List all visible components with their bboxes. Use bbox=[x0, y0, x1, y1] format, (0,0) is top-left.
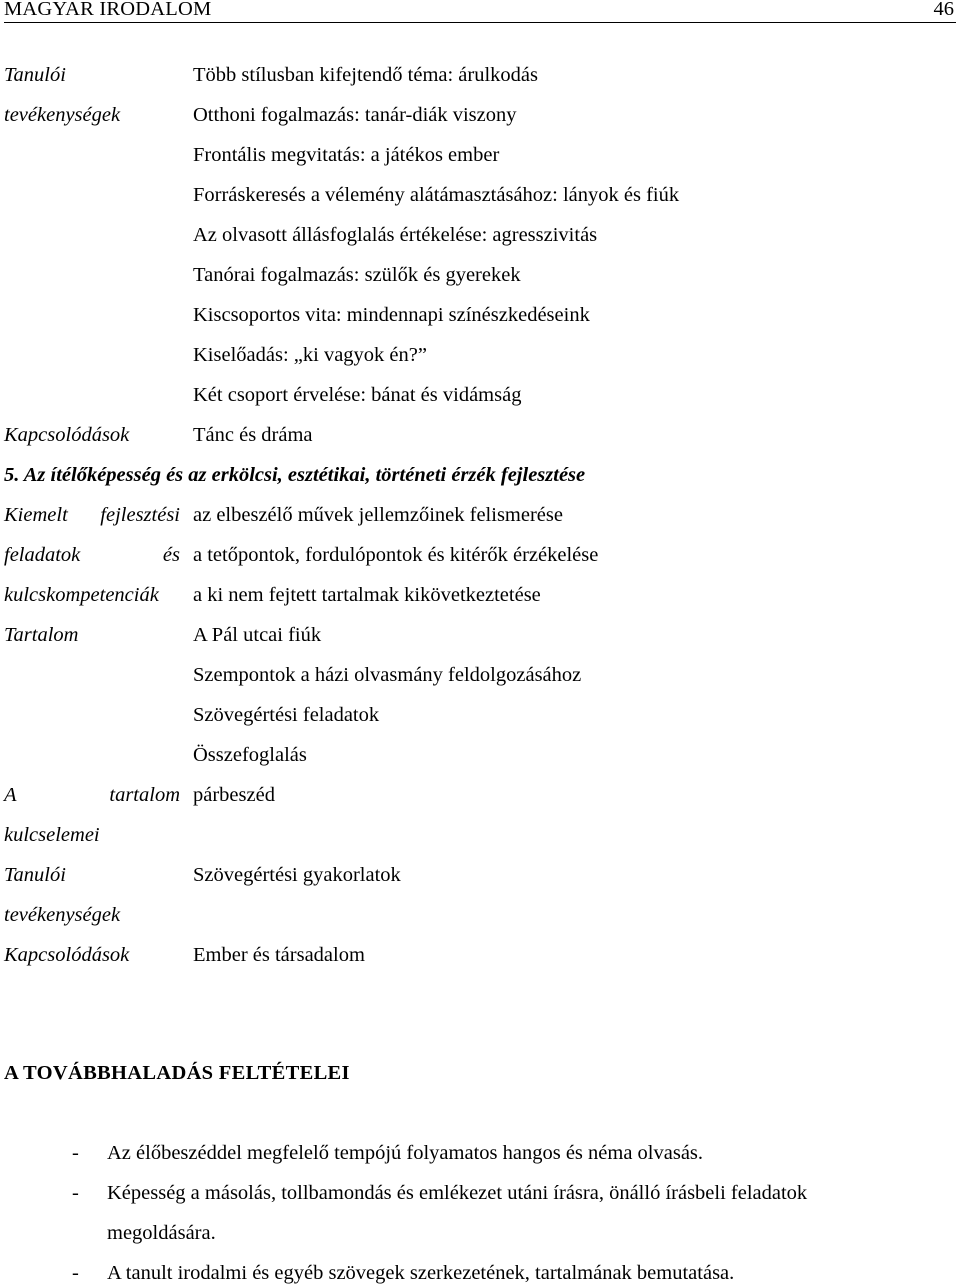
header-title: MAGYAR IRODALOM bbox=[4, 0, 212, 20]
tanuloi-value: Szövegértési gyakorlatok bbox=[193, 864, 401, 886]
row bbox=[0, 744, 960, 784]
list-item: Képesség a másolás, tollbamondás és emlékezet utáni írásra, önálló írásbeli feladatok bbox=[107, 1182, 808, 1204]
row bbox=[0, 944, 960, 984]
activity-item: Kiscsoportos vita: mindennapi színészkedéseink bbox=[193, 304, 590, 326]
label-tevekenysegek: tevékenységek bbox=[4, 904, 121, 926]
label-tanuloi: Tanulói bbox=[4, 64, 66, 86]
row bbox=[0, 104, 960, 144]
activity-item: Kiselőadás: „ki vagyok én?” bbox=[193, 344, 427, 366]
label-kulcselemei: kulcselemei bbox=[4, 824, 100, 846]
list-dash: - bbox=[72, 1182, 79, 1204]
activity-item: Frontális megvitatás: a játékos ember bbox=[193, 144, 500, 166]
kapcsolodasok-value: Tánc és dráma bbox=[193, 424, 313, 446]
tartalom-item: Szövegértési feladatok bbox=[193, 704, 380, 726]
row bbox=[0, 624, 960, 664]
tartalom-item: Összefoglalás bbox=[193, 744, 307, 766]
tartalom-item: Szempontok a házi olvasmány feldolgozásához bbox=[193, 664, 582, 686]
kulcselemei-value: párbeszéd bbox=[193, 784, 275, 806]
row bbox=[0, 384, 960, 424]
list-item: A tanult irodalmi és egyéb szövegek szerkezetének, tartalmának bemutatása. bbox=[107, 1262, 735, 1284]
activity-item: Otthoni fogalmazás: tanár-diák viszony bbox=[193, 104, 517, 126]
label-tevekenysegek: tevékenységek bbox=[4, 104, 121, 126]
row bbox=[0, 144, 960, 184]
list-dash: - bbox=[72, 1142, 79, 1164]
activity-item: Forráskeresés a vélemény alátámasztásához: lányok és fiúk bbox=[193, 184, 680, 206]
list-item: Az élőbeszéddel megfelelő tempójú folyamatos hangos és néma olvasás. bbox=[107, 1142, 704, 1164]
kapcsolodasok-value: Ember és társadalom bbox=[193, 944, 365, 966]
row bbox=[0, 864, 960, 904]
row bbox=[0, 704, 960, 744]
section-title: 5. Az ítélőképesség és az erkölcsi, esztétikai, történeti érzék fejlesztése bbox=[4, 464, 586, 486]
label-tartalom: Tartalom bbox=[4, 624, 79, 646]
row bbox=[0, 224, 960, 264]
kiemelt-item: az elbeszélő művek jellemzőinek felismerése bbox=[193, 504, 563, 526]
row bbox=[0, 584, 960, 624]
page-header bbox=[4, 0, 956, 23]
label-tanuloi: Tanulói bbox=[4, 864, 66, 886]
row bbox=[0, 544, 960, 584]
row bbox=[0, 64, 960, 104]
feltetelek-heading: A TOVÁBBHALADÁS FELTÉTELEI bbox=[4, 1062, 350, 1084]
label-kiemelt-fejlesztesi bbox=[4, 504, 180, 527]
kiemelt-item: a tetőpontok, fordulópontok és kitérők érzékelése bbox=[193, 544, 599, 566]
label-kulcskompetenciak: kulcskompetenciák bbox=[4, 584, 159, 606]
activity-item: Két csoport érvelése: bánat és vidámság bbox=[193, 384, 522, 406]
label-word: feladatok bbox=[4, 544, 81, 566]
label-word: Kiemelt bbox=[4, 504, 68, 526]
row bbox=[0, 784, 960, 824]
row bbox=[0, 304, 960, 344]
row bbox=[0, 344, 960, 384]
row bbox=[0, 424, 960, 464]
label-word: fejlesztési bbox=[100, 504, 180, 526]
row bbox=[0, 504, 960, 544]
activity-item: Az olvasott állásfoglalás értékelése: agresszivitás bbox=[193, 224, 598, 246]
row bbox=[0, 824, 960, 864]
list-dash: - bbox=[72, 1262, 79, 1284]
label-feladatok-es bbox=[4, 544, 180, 567]
list-item-continuation: megoldására. bbox=[107, 1222, 216, 1244]
label-kapcsolodasok: Kapcsolódások bbox=[4, 944, 130, 966]
kiemelt-item: a ki nem fejtett tartalmak kikövetkeztetése bbox=[193, 584, 541, 606]
row bbox=[0, 904, 960, 944]
row bbox=[0, 184, 960, 224]
activity-item: Több stílusban kifejtendő téma: árulkodás bbox=[193, 64, 539, 86]
label-word: tartalom bbox=[109, 784, 180, 806]
label-word: A bbox=[4, 784, 17, 806]
tartalom-item: A Pál utcai fiúk bbox=[193, 624, 322, 646]
row bbox=[0, 264, 960, 304]
label-kapcsolodasok: Kapcsolódások bbox=[4, 424, 130, 446]
label-word: és bbox=[162, 544, 180, 566]
activity-item: Tanórai fogalmazás: szülők és gyerekek bbox=[193, 264, 521, 286]
row bbox=[0, 664, 960, 704]
label-a-tartalom bbox=[4, 784, 180, 807]
page-number: 46 bbox=[933, 0, 954, 20]
